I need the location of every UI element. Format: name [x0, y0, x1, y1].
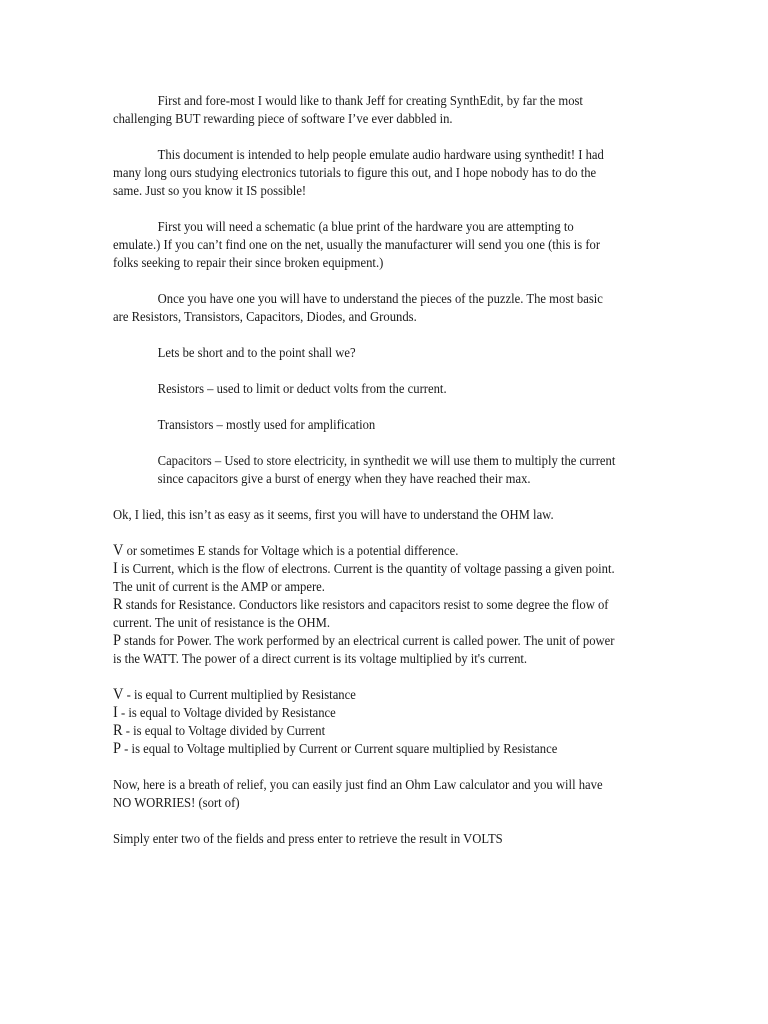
definition-text: stands for Power. The work performed by an electrical current is called power. The unit of power is the WATT. The power of a direct current is its voltage multiplied by it's current. [113, 633, 615, 666]
item-capacitors: Capacitors – Used to store electricity, in synthedit we will use them to multiply the current since capacitors give a burst of energy when they have reached their max. [157, 453, 616, 486]
definition-letter: R [113, 596, 123, 613]
formula-letter: I [113, 704, 118, 721]
definition-v [113, 542, 620, 560]
paragraph-ohm-law-intro: Ok, I lied, this isn’t as easy as it seems, first you will have to understand the OHM law. [113, 507, 554, 522]
formula-r [113, 722, 620, 740]
formula-letter: V [113, 686, 124, 703]
definition-i [113, 560, 620, 596]
definition-text: stands for Resistance. Conductors like resistors and capacitors resist to some degree the flow of current. The unit of resistance is the OHM. [113, 597, 609, 630]
paragraph-thanks: First and fore-most I would like to thank Jeff for creating SynthEdit, by far the most challenging BUT rewarding piece of software I’ve ever dabbled in. [113, 93, 583, 126]
formulas-list [113, 686, 620, 758]
formula-p [113, 740, 620, 758]
definition-text: is Current, which is the flow of electrons. Current is the quantity of voltage passing a given point. The unit of current is the AMP or ampere. [113, 561, 615, 594]
definition-text: or sometimes E stands for Voltage which is a potential difference. [123, 543, 459, 558]
formula-text: - is equal to Voltage multiplied by Current or Current square multiplied by Resistance [121, 741, 558, 756]
definition-letter: V [113, 542, 124, 559]
definition-r [113, 596, 620, 632]
paragraph-calculator: Now, here is a breath of relief, you can easily just find an Ohm Law calculator and you will have NO WORRIES! (sort of) [113, 777, 603, 810]
formula-letter: R [113, 722, 123, 739]
formula-letter: P [113, 740, 122, 757]
definition-letter: I [113, 560, 118, 577]
paragraph-instructions: Simply enter two of the fields and press enter to retrieve the result in VOLTS [113, 831, 503, 846]
item-resistors: Resistors – used to limit or deduct volts from the current. [157, 381, 447, 396]
document-page [113, 92, 620, 866]
formula-v [113, 686, 620, 704]
formula-text: - is equal to Voltage divided by Current [122, 723, 326, 738]
definition-letter: P [113, 632, 122, 649]
formula-text: - is equal to Current multiplied by Resistance [123, 687, 356, 702]
formula-i [113, 704, 620, 722]
paragraph-short-point: Lets be short and to the point shall we? [157, 345, 356, 360]
definitions-list [113, 542, 620, 668]
formula-text: - is equal to Voltage divided by Resistance [117, 705, 336, 720]
paragraph-schematic: First you will need a schematic (a blue print of the hardware you are attempting to emulate.) If you can’t find one on the net, usually the manufacturer will send you one (this is for folks seeking to repair their since broken equipment.) [113, 219, 601, 270]
paragraph-purpose: This document is intended to help people emulate audio hardware using synthedit! I had many long ours studying electronics tutorials to figure this out, and I hope nobody has to do the same. Just so you know it IS possible! [113, 147, 604, 198]
paragraph-puzzle-pieces: Once you have one you will have to understand the pieces of the puzzle. The most basic are Resistors, Transistors, Capacitors, Diodes, and Grounds. [113, 291, 603, 324]
item-transistors: Transistors – mostly used for amplification [157, 417, 376, 432]
definition-p [113, 632, 620, 668]
